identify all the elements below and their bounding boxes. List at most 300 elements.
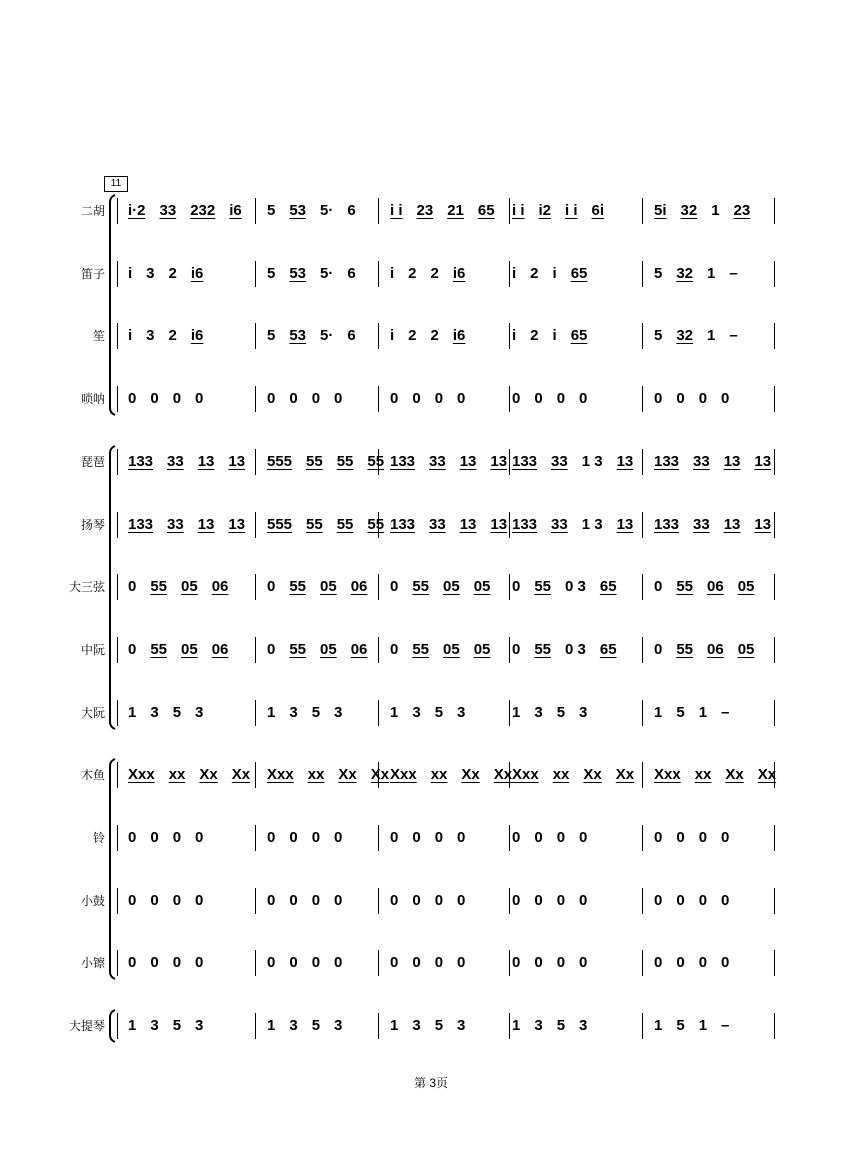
note-group: 0 (334, 954, 343, 971)
measure (128, 510, 259, 540)
note-group: 3 (334, 704, 343, 721)
note-group: 13 (459, 453, 477, 470)
note-group: 0 (267, 829, 276, 846)
measure (654, 1011, 743, 1041)
note-group: 0 (390, 954, 399, 971)
note-group: 13 (197, 453, 215, 470)
measure (267, 948, 356, 978)
note-group: 133 (654, 516, 680, 533)
note-group: 5 (311, 704, 321, 721)
note-group: 13 (723, 516, 741, 533)
measure (654, 572, 768, 602)
measure (390, 196, 509, 226)
note-group: i (390, 265, 395, 282)
note-group: 0 (676, 390, 685, 407)
barline (378, 261, 379, 287)
group-bracket (106, 758, 116, 980)
instrument-label: 扬琴 (80, 518, 105, 532)
note-group: 0 (267, 390, 276, 407)
note-group: i (128, 327, 133, 344)
note-group: 0 (172, 954, 182, 971)
note-group: 55 (367, 516, 385, 533)
measure (512, 886, 601, 916)
note-group: 2 (168, 327, 177, 344)
note-group: 1 (390, 1017, 399, 1034)
note-group: 0 (721, 829, 730, 846)
note-group: 1 (267, 704, 276, 721)
barline (509, 198, 510, 224)
barline (255, 261, 256, 287)
barline (642, 825, 643, 851)
note-group: 55 (289, 641, 307, 658)
note-group: 0 (698, 829, 708, 846)
measure (512, 635, 631, 665)
note-group: 5 (267, 265, 276, 282)
note-group: Xx (615, 766, 635, 783)
staff-row (0, 572, 862, 602)
note-group: Xxx (654, 766, 681, 783)
note-group: i2 (538, 202, 552, 219)
note-group: 5 (172, 1017, 182, 1034)
note-group: 05 (181, 641, 198, 658)
note-group: 33 (167, 516, 184, 533)
note-group: 05 (443, 641, 460, 658)
note-group: 55 (676, 641, 694, 658)
note-group: 6 (347, 202, 356, 219)
barline (774, 700, 775, 726)
note-group: i6 (229, 202, 242, 219)
barline (642, 386, 643, 412)
barline (378, 1013, 379, 1039)
measure (267, 321, 370, 351)
note-group: 1 (707, 265, 716, 282)
note-group: 55 (412, 641, 430, 658)
measure (654, 447, 785, 477)
note-group: 5 (434, 1017, 444, 1034)
note-group: 33 (693, 453, 710, 470)
note-group: 0 (512, 641, 521, 658)
barline (378, 386, 379, 412)
measure (390, 948, 479, 978)
measure (654, 321, 752, 351)
note-group: 0 (579, 829, 588, 846)
note-group: 33 (159, 202, 177, 219)
note-group: 1 3 (581, 516, 603, 533)
note-group: Xx (725, 766, 744, 783)
note-group: 0 (128, 892, 137, 909)
note-group: 33 (693, 516, 710, 533)
barline (642, 950, 643, 976)
staff-row (0, 948, 862, 978)
note-group: 65 (570, 327, 588, 344)
note-group: 1 (698, 1017, 708, 1034)
note-group: 0 (698, 892, 708, 909)
note-group: 133 (390, 453, 416, 470)
note-group: 06 (350, 641, 368, 658)
note-group: 0 (150, 390, 159, 407)
note-group: 0 (457, 829, 466, 846)
note-group: 32 (680, 202, 698, 219)
note-group: xx (168, 766, 186, 783)
note-group: 0 (434, 892, 444, 909)
note-group: 55 (306, 516, 323, 533)
measure (128, 447, 259, 477)
note-group: 3 (534, 1017, 543, 1034)
note-group: 13 (723, 453, 741, 470)
barline (255, 950, 256, 976)
note-group: 55 (336, 453, 354, 470)
measure (390, 760, 526, 790)
note-group: 13 (197, 516, 215, 533)
note-group: 0 (654, 954, 663, 971)
note-group: 0 (556, 829, 566, 846)
note-group: 05 (181, 578, 198, 595)
note-group: 0 (676, 954, 685, 971)
note-group: 3 (534, 704, 543, 721)
note-group: 0 (676, 892, 685, 909)
barline (117, 1013, 118, 1039)
staff-row (0, 1011, 862, 1041)
note-group: 33 (167, 453, 184, 470)
note-group: 0 (434, 954, 444, 971)
note-group: 5 (311, 1017, 321, 1034)
note-group: 05 (473, 641, 491, 658)
note-group: i (128, 265, 133, 282)
note-group: 55 (336, 516, 354, 533)
note-group: 0 (721, 954, 730, 971)
note-group: Xxx (267, 766, 294, 783)
note-group: 5 (556, 1017, 566, 1034)
instrument-label: 笙 (92, 329, 105, 343)
barline (642, 1013, 643, 1039)
note-group: 0 (579, 892, 588, 909)
note-group: 3 (457, 1017, 466, 1034)
measure (512, 760, 648, 790)
barline (774, 386, 775, 412)
barline (255, 637, 256, 663)
staff-row (0, 321, 862, 351)
note-group: 6 (347, 327, 356, 344)
note-group: 133 (512, 516, 538, 533)
note-group: 21 (447, 202, 464, 219)
note-group: xx (552, 766, 570, 783)
note-group: i·2 (128, 202, 146, 219)
note-group: 0 (412, 892, 421, 909)
note-group: 0 (512, 578, 521, 595)
note-group: i6 (190, 265, 204, 282)
note-group: 0 (512, 829, 521, 846)
barline (509, 825, 510, 851)
barline (774, 825, 775, 851)
measure (267, 823, 356, 853)
note-group: 0 (654, 578, 663, 595)
staff-row (0, 635, 862, 665)
note-group: 0 (390, 390, 399, 407)
note-group: 0 (128, 578, 137, 595)
measure (128, 196, 256, 226)
barline (117, 198, 118, 224)
note-group: i i (565, 202, 578, 219)
measure (654, 698, 743, 728)
barline (642, 637, 643, 663)
note-group: 3 (579, 1017, 588, 1034)
measure (390, 510, 521, 540)
staff-row (0, 760, 862, 790)
note-group: 0 (412, 954, 421, 971)
note-group: 06 (707, 578, 724, 595)
instrument-label: 铃 (92, 831, 105, 845)
barline (642, 323, 643, 349)
note-group: 0 3 (565, 578, 586, 595)
barline (378, 323, 379, 349)
note-group: 2 (408, 327, 417, 344)
measure (654, 384, 743, 414)
barline (509, 700, 510, 726)
note-group: Xxx (512, 766, 539, 783)
note-group: 1 (128, 1017, 137, 1034)
note-group: 2 (430, 265, 439, 282)
note-group: 05 (320, 641, 337, 658)
note-group: 55 (367, 453, 385, 470)
note-group: 55 (306, 453, 323, 470)
note-group: 5· (320, 265, 334, 282)
barline (774, 323, 775, 349)
note-group: 0 (390, 829, 399, 846)
note-group: 232 (190, 202, 216, 219)
note-group: 0 (457, 954, 466, 971)
note-group: 0 (534, 829, 543, 846)
measure (390, 384, 479, 414)
instrument-label: 中阮 (80, 643, 105, 657)
measure (512, 447, 647, 477)
note-group: 133 (128, 453, 154, 470)
instrument-label: 小鼓 (80, 894, 105, 908)
note-group: i (512, 327, 517, 344)
note-group: 5i (654, 202, 667, 219)
note-group: 0 (721, 390, 730, 407)
measure (128, 948, 217, 978)
note-group: 5 (267, 327, 276, 344)
note-group: 53 (289, 202, 307, 219)
note-group: 1 (654, 704, 663, 721)
note-group: 5 (434, 704, 444, 721)
note-group: 0 (390, 892, 399, 909)
note-group: 55 (150, 578, 168, 595)
barline (255, 825, 256, 851)
note-group: 1 (512, 1017, 521, 1034)
measure (512, 1011, 601, 1041)
note-group: 13 (754, 516, 772, 533)
note-group: 05 (443, 578, 460, 595)
measure (512, 259, 601, 289)
note-group: i (390, 327, 395, 344)
note-group: 0 (150, 892, 159, 909)
measure (390, 886, 479, 916)
measure (390, 572, 504, 602)
barline (509, 950, 510, 976)
measure (267, 384, 356, 414)
note-group: 33 (551, 453, 568, 470)
note-group: 65 (570, 265, 588, 282)
note-group: 5· (320, 327, 334, 344)
note-group: 3 (412, 1017, 421, 1034)
note-group: 0 (128, 390, 137, 407)
note-group: 53 (289, 327, 307, 344)
note-group: 5 (267, 202, 276, 219)
note-group: 3 (457, 704, 466, 721)
note-group: 13 (490, 516, 508, 533)
barline (774, 888, 775, 914)
barline (255, 386, 256, 412)
measure (654, 823, 743, 853)
barline (774, 198, 775, 224)
barline (117, 261, 118, 287)
note-group: 0 (150, 954, 159, 971)
note-group: 0 (698, 954, 708, 971)
note-group: 1 (711, 202, 720, 219)
note-group: 0 (289, 829, 298, 846)
note-group: 0 (267, 641, 276, 658)
note-group: 0 (195, 829, 204, 846)
barline (509, 637, 510, 663)
note-group: 0 (457, 390, 466, 407)
staff-row (0, 259, 862, 289)
note-group: 33 (429, 453, 446, 470)
note-group: 5 (172, 704, 182, 721)
barline (378, 888, 379, 914)
instrument-label: 大阮 (80, 706, 105, 720)
note-group: 3 (146, 327, 155, 344)
measure (128, 886, 217, 916)
note-group: 0 3 (565, 641, 586, 658)
note-group: 0 (267, 578, 276, 595)
note-group: 0 (195, 390, 204, 407)
note-group: 3 (289, 1017, 298, 1034)
note-group: 23 (733, 202, 751, 219)
measure (512, 321, 601, 351)
note-group: 3 (150, 1017, 159, 1034)
note-group: 55 (676, 578, 694, 595)
note-group: xx (694, 766, 712, 783)
note-group: 05 (737, 578, 755, 595)
note-group: 0 (311, 892, 321, 909)
note-group: 0 (654, 390, 663, 407)
measure (128, 384, 217, 414)
note-group: 0 (654, 641, 663, 658)
note-group: 0 (676, 829, 685, 846)
note-group: 0 (172, 892, 182, 909)
note-group: i i (390, 202, 403, 219)
staff-row (0, 886, 862, 916)
barline (378, 825, 379, 851)
barline (255, 323, 256, 349)
barline (509, 888, 510, 914)
measure (390, 321, 479, 351)
staff-row (0, 196, 862, 226)
note-group: 555 (267, 453, 293, 470)
note-group: Xx (370, 766, 390, 783)
note-group: i6 (452, 265, 466, 282)
note-group: – (721, 1017, 730, 1034)
measure (654, 948, 743, 978)
note-group: 0 (172, 829, 182, 846)
note-group: 13 (228, 453, 246, 470)
measure (267, 447, 398, 477)
note-group: 0 (698, 390, 708, 407)
measure (390, 447, 521, 477)
note-group: 0 (654, 892, 663, 909)
note-group: 65 (477, 202, 495, 219)
note-group: 55 (534, 578, 552, 595)
note-group: 5 (654, 327, 663, 344)
instrument-label: 笛子 (80, 267, 105, 281)
measure (512, 384, 601, 414)
note-group: 0 (311, 390, 321, 407)
measure (267, 635, 381, 665)
note-group: 133 (654, 453, 680, 470)
barline (642, 574, 643, 600)
barline (255, 574, 256, 600)
note-group: 0 (579, 390, 588, 407)
note-group: 5 (556, 704, 566, 721)
measure (512, 698, 601, 728)
note-group: 133 (128, 516, 154, 533)
note-group: 0 (150, 829, 159, 846)
note-group: 2 (168, 265, 177, 282)
rehearsal-mark: 11 (104, 176, 128, 192)
measure (512, 196, 618, 226)
note-group: 133 (512, 453, 538, 470)
note-group: 0 (195, 954, 204, 971)
note-group: 1 3 (581, 453, 603, 470)
measure (128, 1011, 217, 1041)
note-group: 0 (556, 892, 566, 909)
note-group: 3 (412, 704, 421, 721)
note-group: 33 (429, 516, 446, 533)
measure (512, 510, 647, 540)
barline (255, 700, 256, 726)
note-group: 33 (551, 516, 568, 533)
note-group: 0 (434, 390, 444, 407)
barline (255, 888, 256, 914)
barline (642, 888, 643, 914)
note-group: Xx (493, 766, 513, 783)
note-group: 1 (512, 704, 521, 721)
instrument-label: 大提琴 (68, 1019, 105, 1033)
note-group: Xxx (128, 766, 155, 783)
note-group: 3 (195, 1017, 204, 1034)
measure (512, 823, 601, 853)
barline (509, 323, 510, 349)
note-group: – (729, 327, 738, 344)
measure (267, 760, 403, 790)
note-group: 0 (195, 892, 204, 909)
note-group: 0 (390, 641, 399, 658)
barline (117, 637, 118, 663)
barline (117, 449, 118, 475)
note-group: 13 (490, 453, 508, 470)
note-group: 6i (591, 202, 605, 219)
note-group: 5 (676, 704, 685, 721)
measure (654, 510, 785, 540)
note-group: 0 (512, 892, 521, 909)
note-group: 05 (320, 578, 337, 595)
barline (509, 386, 510, 412)
note-group: – (721, 704, 730, 721)
note-group: 5 (676, 1017, 685, 1034)
note-group: 0 (534, 892, 543, 909)
note-group: i (512, 265, 517, 282)
